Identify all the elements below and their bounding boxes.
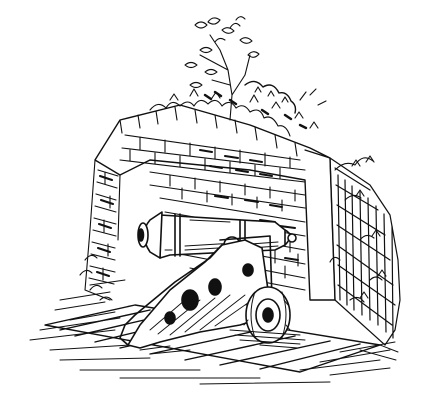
- right-wall: [305, 150, 400, 345]
